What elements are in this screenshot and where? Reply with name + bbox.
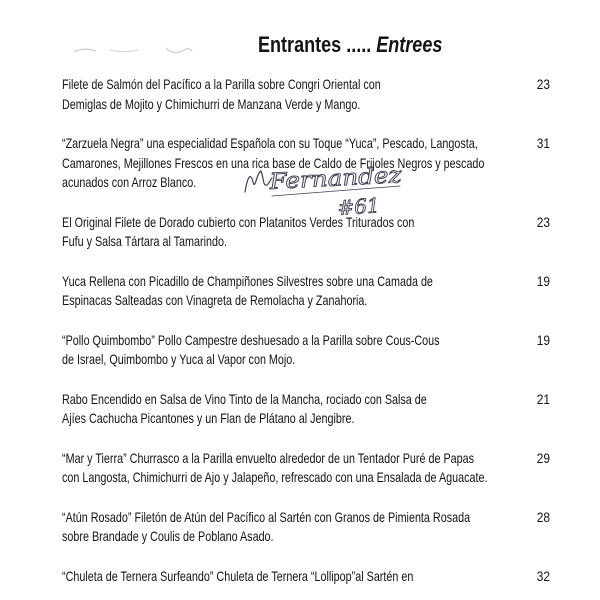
menu-item-description-line: Filete de Salmón del Pacífico a la Parilla sobre Congri Oriental con <box>62 76 381 92</box>
menu-item-price: 19 <box>536 272 550 289</box>
menu-item-description-line: Fufu y Salsa Tártara al Tamarindo. <box>62 233 227 249</box>
menu-item-description-line: “Zarzuela Negra” una especialidad Española con su Toque “Yuca”, Pescado, Langosta, <box>62 135 478 151</box>
menu-item <box>62 449 562 488</box>
menu-item-price: 23 <box>536 76 550 92</box>
menu-list <box>62 75 562 600</box>
menu-item-description-line: Espinacas Salteadas con Vinagreta de Remolacha y Zanahoria. <box>62 292 368 308</box>
menu-item-description-line: El Original Filete de Dorado cubierto con Platanitos Verdes Triturados con <box>62 213 415 230</box>
menu-item-price: 21 <box>536 390 550 407</box>
menu-item-price: 32 <box>536 567 550 584</box>
handwritten-signature <box>242 160 407 220</box>
menu-item <box>62 331 562 370</box>
section-title-english: Entrees <box>376 32 443 57</box>
menu-item-description-line: Ajíes Cachucha Picantones y un Flan de Plátano al Jengibre. <box>62 410 355 426</box>
menu-item-description-line: con Langosta, Chimichurri de Ajo y Jalapeño, refrescado con una Ensalada de Aguacate. <box>62 469 488 485</box>
menu-item <box>62 272 562 311</box>
menu-item-price: 23 <box>536 213 550 230</box>
menu-item-description-line: “Pollo Quimbombo” Pollo Campestre deshuesado a la Parilla sobre Cous-Cous <box>62 331 440 348</box>
menu-item-description-line: Yuca Rellena con Picadillo de Champiñones Silvestres sobre una Camada de <box>62 272 433 289</box>
menu-item <box>62 567 562 587</box>
menu-item-description-line: de Israel, Quimbombo y Yuca al Vapor con Mojo. <box>62 351 296 367</box>
scan-marks <box>70 38 200 62</box>
menu-item-price: 29 <box>536 449 550 466</box>
menu-item-description-line: Rabo Encendido en Salsa de Vino Tinto de la Mancha, rociado con Salsa de <box>62 390 427 407</box>
menu-item-price: 19 <box>536 331 550 348</box>
menu-item-description-line: “Mar y Tierra” Churrasco a la Parilla envuelto alrededor de un Tentador Puré de Papas <box>62 449 475 466</box>
signature-flourish <box>245 171 272 192</box>
menu-item-description-line: “Chuleta de Ternera Surfeando” Chuleta de Ternera “Lollipop”al Sartén en <box>62 567 414 584</box>
signature-name: Fernandez <box>269 163 388 195</box>
menu-item-description-line: “Atún Rosado” Filetón de Atún del Pacífico al Sartén con Granos de Pimienta Rosada <box>62 508 471 525</box>
menu-item-description-line: Demiglas de Mojito y Chimichurri de Manzana Verde y Mango. <box>62 95 361 112</box>
menu-item-price: 28 <box>536 508 550 525</box>
menu-item <box>62 508 562 547</box>
menu-item <box>62 75 562 114</box>
section-title <box>258 31 442 59</box>
signature-number: #61 <box>336 193 381 220</box>
menu-item-price: 31 <box>536 135 550 151</box>
menu-item-description-line: sobre Brandade y Coulis de Poblano Asado. <box>62 528 274 544</box>
menu-item <box>62 390 562 429</box>
menu-item-description-line: acunados con Arroz Blanco. <box>62 174 197 190</box>
section-title-spanish: Entrantes ..... <box>258 32 372 57</box>
menu-item-description-line: Camarones, Mejillones Frescos en una rica base de Caldo de Frijoles Negros y pescado <box>62 154 485 171</box>
